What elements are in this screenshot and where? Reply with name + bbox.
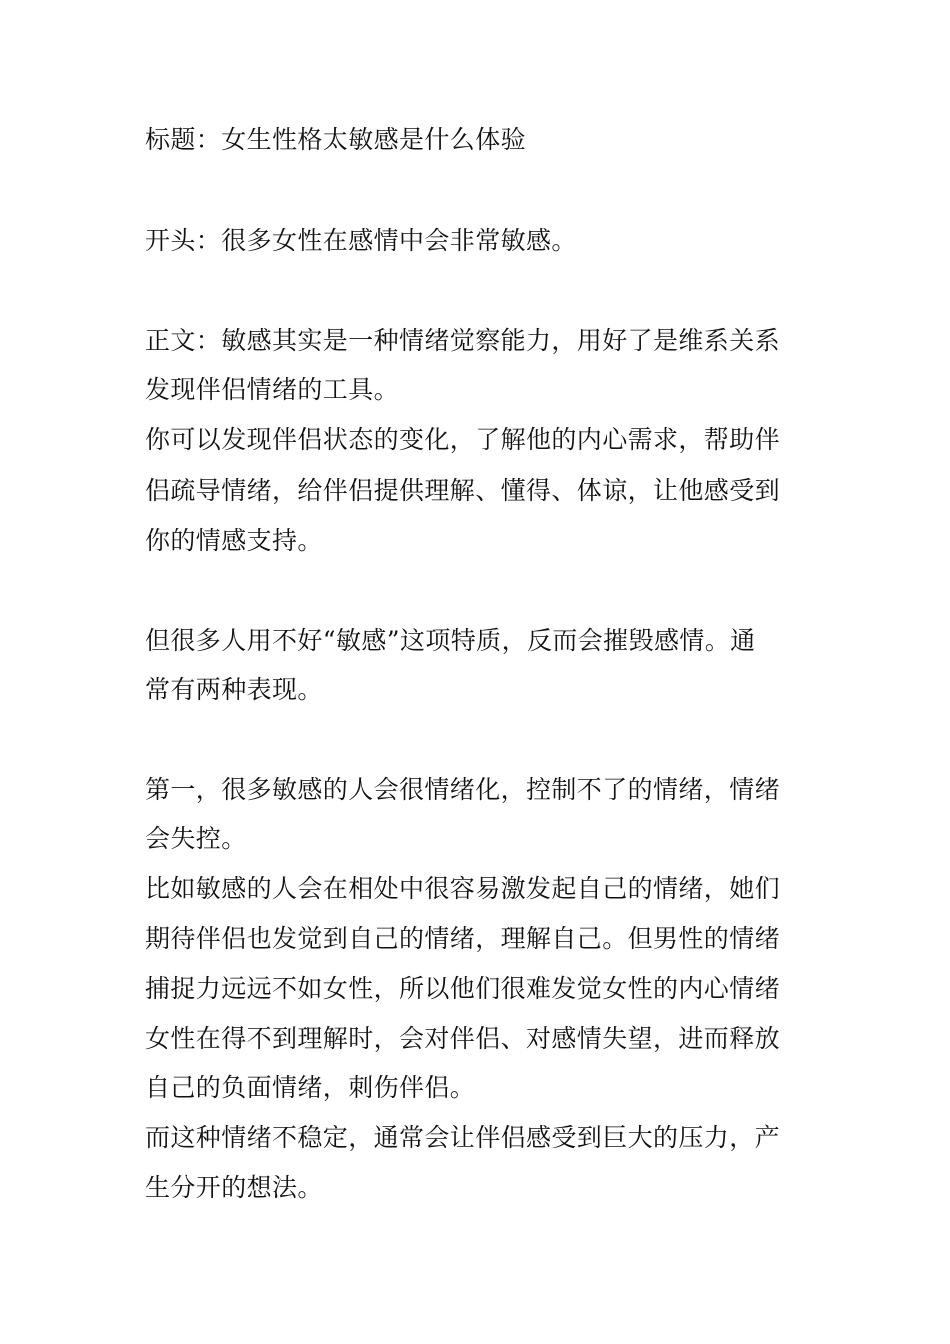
body-line: 女性在得不到理解时，会对伴侣、对感情失望，进而释放 xyxy=(145,1024,781,1053)
body-line: 常有两种表现。 xyxy=(145,675,323,704)
body-line: 侣疏导情绪，给伴侣提供理解、懂得、体谅，让他感受到 xyxy=(145,476,781,505)
body-line: 但很多人用不好“敏感”这项特质，反而会摧毁感情。通 xyxy=(145,626,756,655)
body-line: 比如敏感的人会在相处中很容易激发起自己的情绪，她们 xyxy=(145,874,781,903)
body-line: 生分开的想法。 xyxy=(145,1173,323,1202)
body-line: 期待伴侣也发觉到自己的情绪，理解自己。但男性的情绪 xyxy=(145,924,781,953)
body-line: 会失控。 xyxy=(145,824,247,853)
body-line: 你可以发现伴侣状态的变化，了解他的内心需求，帮助伴 xyxy=(145,425,781,454)
body-line: 正文：敏感其实是一种情绪觉察能力，用好了是维系关系 xyxy=(145,326,781,355)
body-line: 自己的负面情绪，刺伤伴侣。 xyxy=(145,1073,476,1102)
opening-paragraph: 开头：很多女性在感情中会非常敏感。 xyxy=(145,226,577,255)
body-line: 发现伴侣情绪的工具。 xyxy=(145,375,400,404)
body-line: 你的情感支持。 xyxy=(145,526,323,555)
body-line: 捕捉力远远不如女性，所以他们很难发觉女性的内心情绪 xyxy=(145,974,781,1003)
document-title: 标题：女生性格太敏感是什么体验 xyxy=(145,125,527,154)
body-line: 第一，很多敏感的人会很情绪化，控制不了的情绪，情绪 xyxy=(145,775,781,804)
body-line: 而这种情绪不稳定，通常会让伴侣感受到巨大的压力，产 xyxy=(145,1123,781,1152)
